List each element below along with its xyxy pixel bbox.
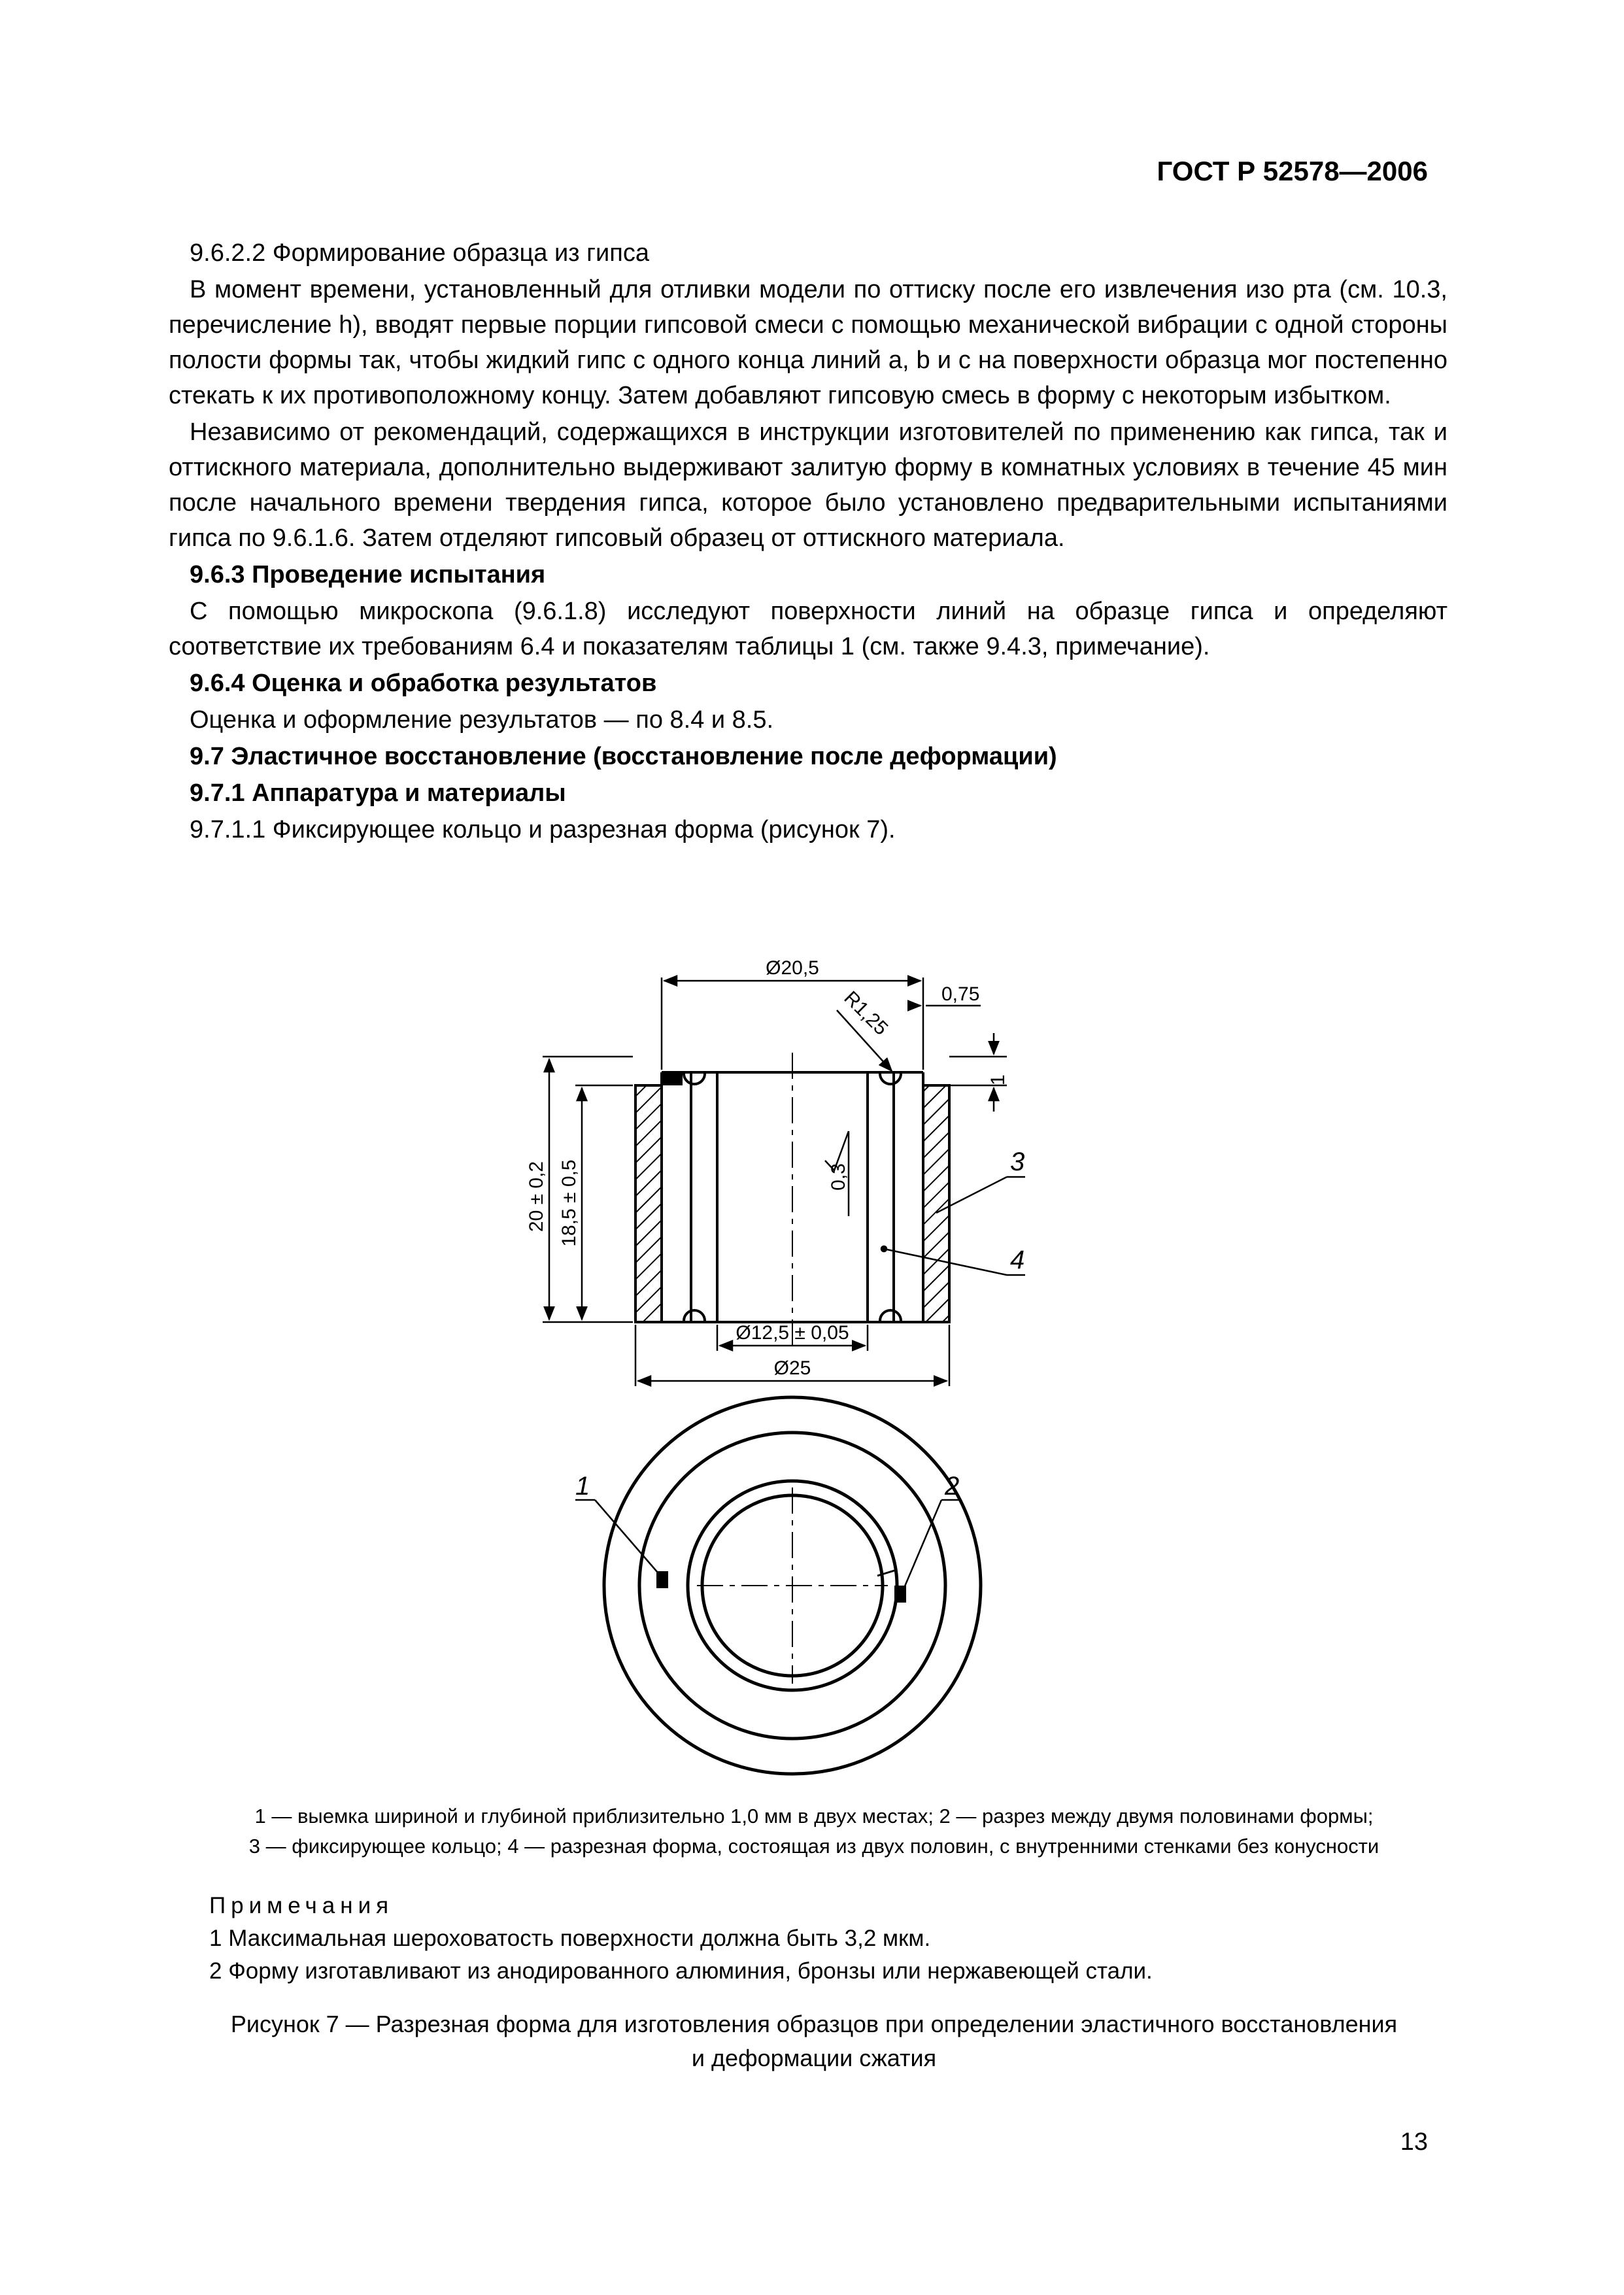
notes [209, 1890, 1153, 1988]
dim-inner-diameter: Ø12,5 ± 0,05 [736, 1322, 849, 1344]
dim-gap: 0,75 [941, 983, 980, 1005]
dim-outer-height: 20 ± 0,2 [526, 1161, 547, 1232]
caption-line: и деформации сжатия [691, 2045, 937, 2071]
paragraph: С помощью микроскопа (9.6.1.8) исследуют поверхности линий на образце гипса и определяют соответствие их требованиям 6.4 и показателям таблицы 1 (см. также 9.4.3, примечание). [169, 598, 1447, 660]
callout-1: 1 [575, 1472, 590, 1501]
section-heading: 9.6.3 Проведение испытания [190, 561, 546, 588]
paragraph: В момент времени, установленный для отливки модели по оттиску после его извлечения изо рта (см. 10.3, перечисление h), вводят первые порции гипсовой смеси с помощью механической вибрации с одной стороны полости формы так, чтобы жидкий гипс с одного конца линий a, b и c на поверхности образца мог постепенно стекать к их противоположному концу. Затем добавляют гипсовую смесь в форму с некоторым избытком. [169, 276, 1447, 409]
notes-title: Примечания [209, 1893, 394, 1918]
body-text [169, 235, 1447, 849]
caption-line: Рисунок 7 — Разрезная форма для изготовления образцов при определении эластичного восстановления [230, 2011, 1398, 2037]
dim-top-diameter: Ø20,5 [766, 957, 819, 979]
ring-left-wall [635, 1085, 662, 1322]
dim-radius: R1,25 [839, 987, 892, 1040]
legend-line: 3 — фиксирующее кольцо; 4 — разрезная форма, состоящая из двух половин, с внутренними стенками без конусности [248, 1835, 1379, 1858]
dim-outer-diameter: Ø25 [773, 1357, 811, 1379]
paragraph: Независимо от рекомендаций, содержащихся в инструкции изготовителей по применению как гипса, так и оттискного материала, дополнительно выдерживают залитую форму в комнатных условиях в течение 45 мин после начального времени твердения гипса, которое было установлено предварительными испытаниями гипса по 9.6.1.6. Затем отделяют гипсовый образец от оттискного материала. [169, 418, 1447, 552]
technical-drawing [0, 928, 1624, 1792]
dim-inner-height: 18,5 ± 0,5 [558, 1159, 580, 1247]
section-heading: 9.7.1 Аппаратура и материалы [190, 779, 566, 807]
figure-caption [163, 2007, 1464, 2075]
plan-view [575, 1397, 981, 1774]
section-heading: 9.7 Эластичное восстановление (восстановление после деформации) [190, 743, 1057, 770]
note-item: 1 Максимальная шероховатость поверхности должна быть 3,2 мкм. [209, 1926, 931, 1951]
notch-mark [664, 1074, 681, 1084]
note-item: 2 Форму изготавливают из анодированного алюминия, бронзы или нержавеющей стали. [209, 1958, 1153, 1984]
section-view [635, 1053, 949, 1347]
paragraph: Оценка и оформление результатов — по 8.4 и 8.5. [190, 706, 774, 734]
paragraph: 9.6.2.2 Формирование образца из гипса [190, 239, 649, 267]
callout-4: 4 [1010, 1246, 1025, 1274]
ring-right-wall [923, 1085, 949, 1322]
document-number: ГОСТ Р 52578—2006 [1157, 156, 1428, 186]
page-number: 13 [1400, 2128, 1428, 2156]
callout-3: 3 [1010, 1148, 1025, 1176]
section-heading: 9.6.4 Оценка и обработка результатов [190, 670, 657, 697]
dim-roughness: 0,3 [828, 1163, 849, 1191]
figure-legend [163, 1801, 1464, 1862]
paragraph: 9.7.1.1 Фиксирующее кольцо и разрезная форма (рисунок 7). [190, 816, 896, 843]
dim-step: 1 [987, 1074, 1009, 1085]
legend-line: 1 — выемка шириной и глубиной приблизительно 1,0 мм в двух местах; 2 — разрез между двумя половинами формы; [254, 1805, 1374, 1828]
callout-2: 2 [945, 1472, 960, 1501]
